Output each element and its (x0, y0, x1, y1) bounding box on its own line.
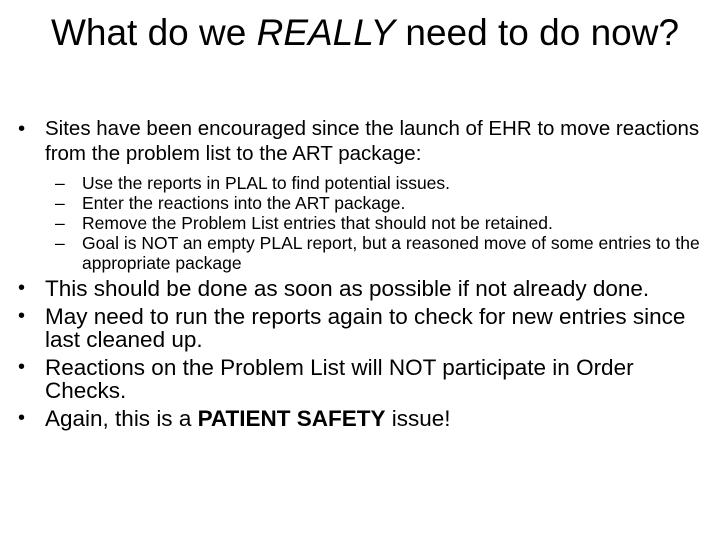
title-emphasis: REALLY (256, 12, 396, 53)
sub-item (18, 233, 708, 273)
bullet-text: Reactions on the Problem List will NOT participate in Order Checks. (45, 355, 634, 403)
bullet-text-part: Again, this is a (45, 406, 198, 431)
bullet-text (45, 406, 451, 431)
sub-list (18, 173, 708, 273)
dash-icon: – (55, 193, 65, 213)
bullet-text: Sites have been encouraged since the launch of EHR to move reactions from the problem list to the ART package: (45, 117, 700, 165)
sub-item (18, 173, 708, 193)
bullet-icon: • (18, 356, 26, 378)
bullet-icon: • (18, 407, 26, 429)
patient-safety-emphasis: PATIENT SAFETY (197, 406, 386, 431)
title-text-2: need to do now? (395, 12, 680, 53)
sub-item-text: Enter the reactions into the ART package. (82, 193, 406, 213)
bullet-item (18, 117, 708, 166)
sub-item (18, 213, 708, 233)
dash-icon: – (55, 213, 65, 233)
slide-body (18, 117, 708, 435)
sub-item-text: Remove the Problem List entries that should not be retained. (82, 213, 553, 233)
sub-item-text: Goal is NOT an empty PLAL report, but a reasoned move of some entries to the appropriate package (82, 233, 700, 273)
bullet-icon: • (18, 305, 26, 327)
bullet-item (18, 305, 708, 351)
slide-title (40, 10, 690, 55)
sub-item (18, 193, 708, 213)
dash-icon: – (55, 233, 65, 253)
bullet-item (18, 356, 708, 402)
sub-item-text: Use the reports in PLAL to find potential issues. (82, 173, 451, 193)
bullet-text-part: issue! (385, 406, 451, 431)
title-text-1: What do we (50, 12, 257, 53)
bullet-text: This should be done as soon as possible if not already done. (45, 276, 650, 301)
dash-icon: – (55, 173, 65, 193)
bullet-item (18, 407, 708, 430)
bullet-icon: • (18, 277, 26, 299)
bullet-text: May need to run the reports again to check for new entries since last cleaned up. (45, 304, 686, 352)
bullet-item (18, 277, 708, 300)
bullet-icon: • (18, 117, 26, 140)
